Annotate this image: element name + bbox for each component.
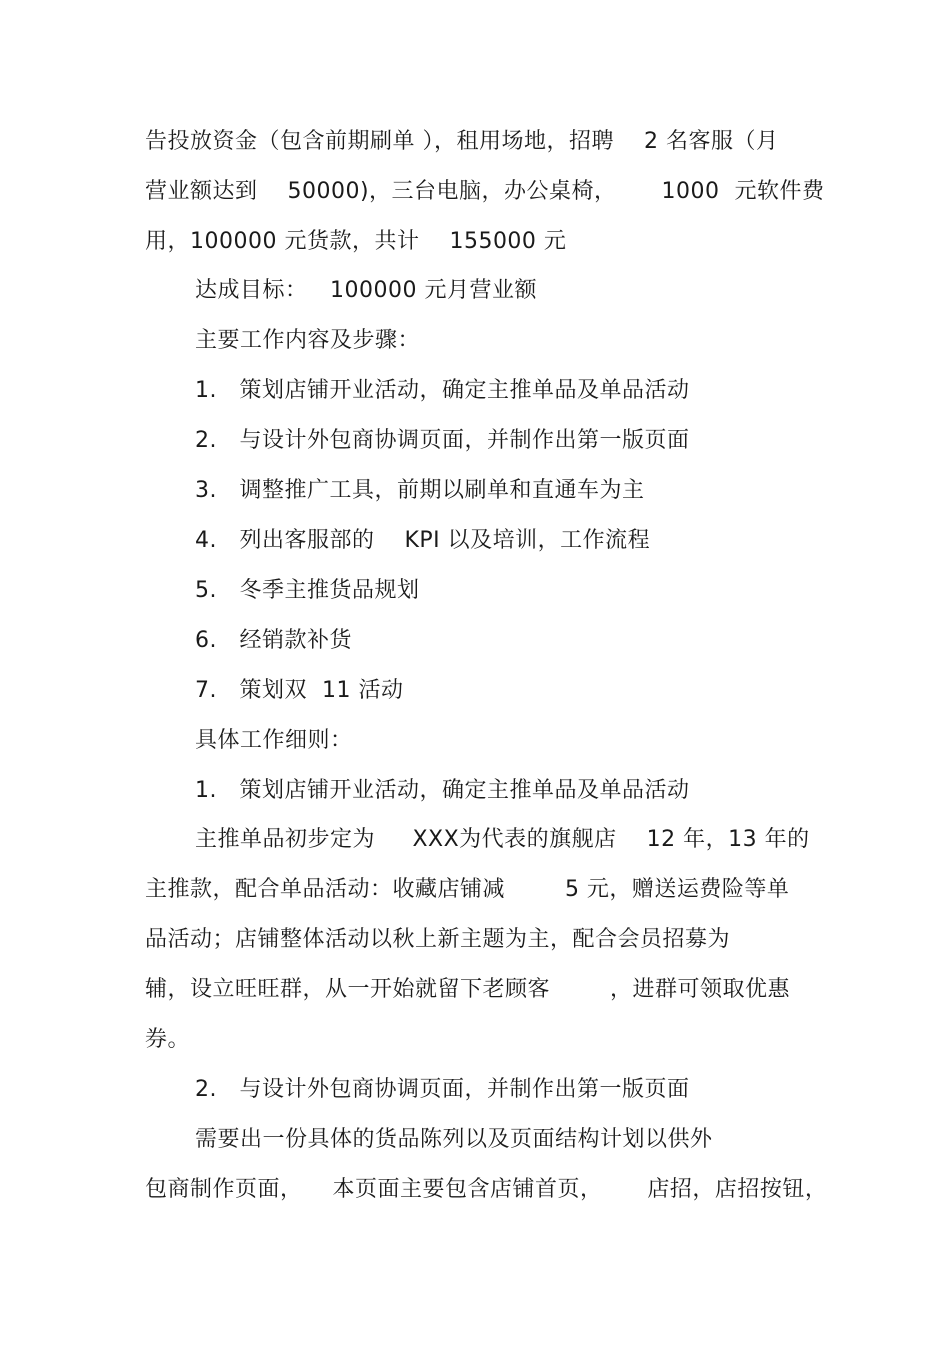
body-text-line: 辅，设立旺旺群，从一开始就留下老顾客 ，进群可领取优惠: [145, 977, 790, 1002]
list-item: 2. 与设计外包商协调页面，并制作出第一版页面: [195, 1077, 690, 1102]
body-text-line: 告投放资金（包含前期刷单 ），租用场地，招聘 2 名客服（月: [145, 129, 779, 154]
list-item: 1. 策划店铺开业活动，确定主推单品及单品活动: [195, 378, 690, 403]
body-text-line: 主推单品初步定为 XXX为代表的旗舰店 12 年，13 年的: [195, 827, 810, 852]
list-item: 3. 调整推广工具，前期以刷单和直通车为主: [195, 478, 645, 503]
section-heading: 具体工作细则：: [195, 728, 353, 753]
body-text-line: 券。: [145, 1027, 191, 1052]
list-item: 1. 策划店铺开业活动，确定主推单品及单品活动: [195, 778, 690, 803]
target-heading: 达成目标： 100000 元月营业额: [195, 278, 537, 303]
list-item: 6. 经销款补货: [195, 628, 352, 653]
list-item: 2. 与设计外包商协调页面，并制作出第一版页面: [195, 428, 690, 453]
body-text-line: 主推款，配合单品活动：收藏店铺减 5 元，赠送运费险等单: [145, 877, 790, 902]
body-text-line: 营业额达到 50000)，三台电脑，办公桌椅， 1000 元软件费: [145, 179, 825, 204]
body-text-line: 品活动；店铺整体活动以秋上新主题为主，配合会员招募为: [145, 927, 731, 952]
list-item: 5. 冬季主推货品规划: [195, 578, 420, 603]
list-item: 7. 策划双 11 活动: [195, 678, 404, 703]
list-item: 4. 列出客服部的 KPI 以及培训，工作流程: [195, 528, 651, 553]
body-text-line: 用，100000 元货款，共计 155000 元: [145, 229, 567, 254]
body-text-line: 包商制作页面， 本页面主要包含店铺首页， 店招，店招按钮，: [145, 1177, 828, 1202]
body-text-line: 需要出一份具体的货品陈列以及页面结构计划以供外: [195, 1127, 713, 1152]
section-heading: 主要工作内容及步骤：: [195, 328, 421, 353]
